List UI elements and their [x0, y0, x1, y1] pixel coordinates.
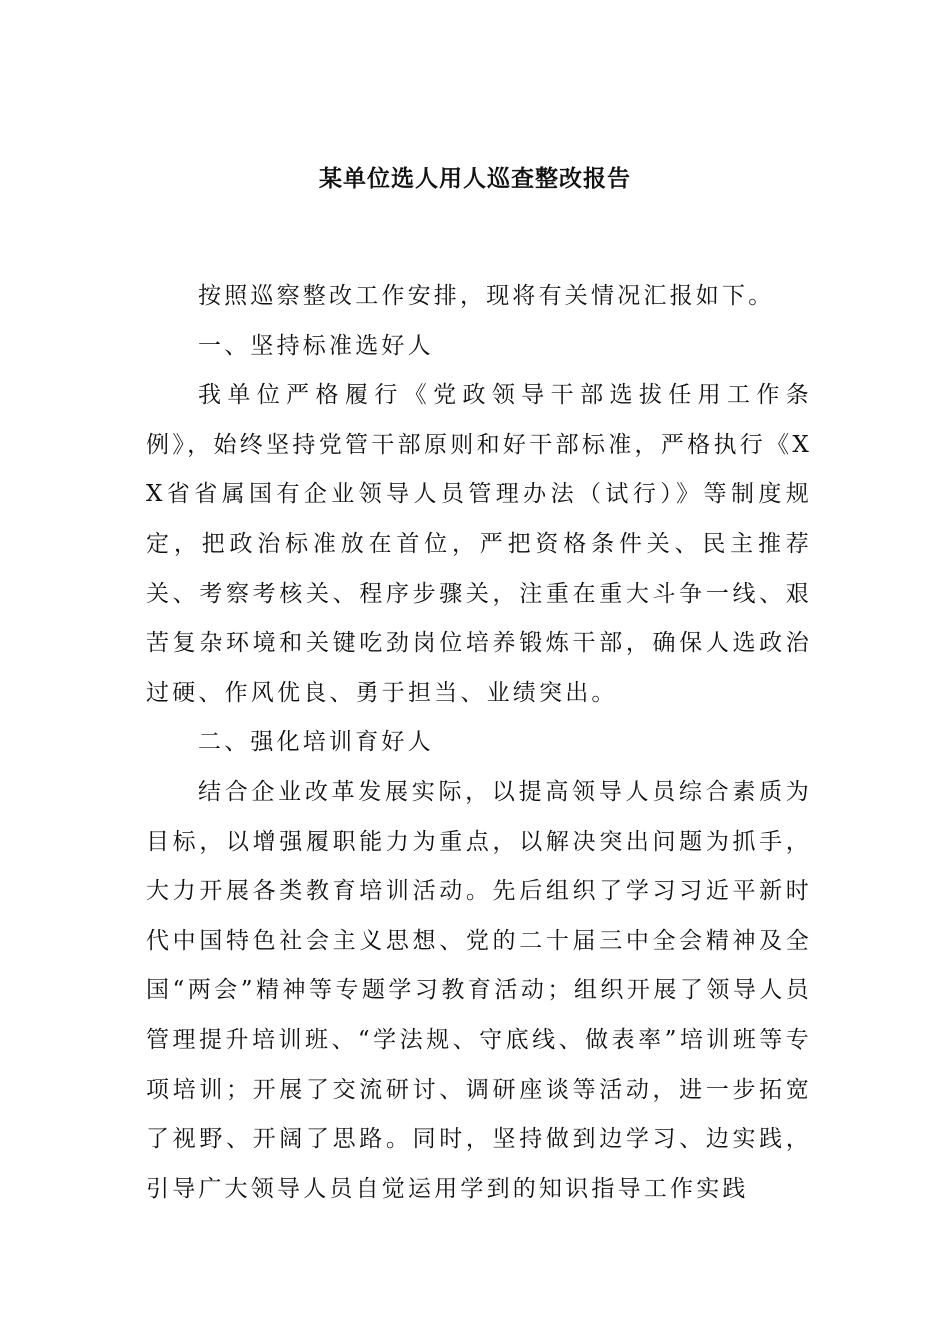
document-body: [146, 272, 812, 1214]
document-title: 某单位选人用人巡查整改报告: [319, 165, 631, 192]
section-2-paragraph: 结合企业改革发展实际，以提高领导人员综合素质为目标，以增强履职能力为重点，以解决突出问题为抓手，大力开展各类教育培训活动。先后组织了学习习近平新时代中国特色社会主义思想、党的二十届三中全会精神及全国“两会”精神等专题学习教育活动；组织开展了领导人员管理提升培训班、“学法规、守底线、做表率”培训班等专项培训；开展了交流研讨、调研座谈等活动，进一步拓宽了视野、开阔了思路。同时，坚持做到边学习、边实践，引导广大领导人员自觉运用学到的知识指导工作实践: [146, 778, 812, 1202]
section-heading-2: 二、强化培训育好人: [198, 729, 434, 756]
section-1-paragraph: 我单位严格履行《党政领导干部选拔任用工作条例》，始终坚持党管干部原则和好干部标准，严格执行《XX省省属国有企业领导人员管理办法（试行）》等制度规定，把政治标准放在首位，严把资格条件关、民主推荐关、考察考核关、程序步骤关，注重在重大斗争一线、艰苦复杂环境和关键吃劲岗位培养锻炼干部，确保人选政治过硬、作风优良、勇于担当、业绩突出。: [146, 382, 812, 706]
section-heading-1: 一、坚持标准选好人: [198, 332, 434, 359]
intro-paragraph: 按照巡察整改工作安排，现将有关情况汇报如下。: [198, 283, 775, 309]
